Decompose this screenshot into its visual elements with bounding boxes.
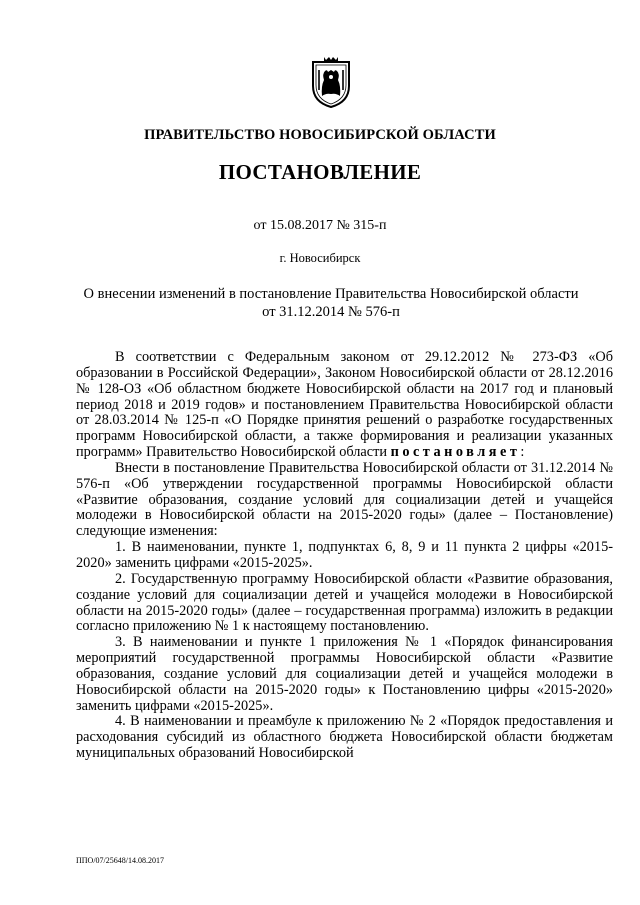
document-footer-code: ППО/07/25648/14.08.2017 — [76, 856, 164, 865]
item-paragraph-4: 4. В наименовании и преамбуле к приложению № 2 «Порядок предоставления и расходования субсидий из областного бюджета Новосибирской области бюджетам муниципальных образований Новосибирской — [76, 713, 613, 762]
document-city: г. Новосибирск — [279, 251, 361, 265]
document-type: ПОСТАНОВЛЕНИЕ — [218, 160, 422, 184]
item-paragraph-2: 2. Государственную программу Новосибирской области «Развитие образования, создание условий для социализации детей и учащейся молодежи в Новосибирской области на 2015-2020 годы» (далее – государственная программа) изложить в редакции согласно приложению № 1 к настоящему постановлению. — [76, 570, 613, 635]
document-date-number: от 15.08.2017 № 315-п — [253, 218, 387, 233]
subject-line-1: О внесении изменений в постановление Правительства Новосибирской области — [83, 286, 579, 302]
item-paragraph-1: 1. В наименовании, пункте 1, подпунктах 6, 8, 9 и 11 пункта 2 цифры «2015-2020» заменить цифрами «2015-2025». — [76, 539, 613, 571]
preamble-text: В соответствии с Федеральным законом от 29.12.2012 № 273-ФЗ «Об образовании в Российской Федерации», Законом Новосибирской области от 28.12.2016 № 128-ОЗ «Об областном бюджете Новосибирской области на 2017 год и плановый период 2018 и 2019 годов» и постановлением Правительства Новосибирской области от 28.03.2014 № 125-п «О Порядке принятия решений о разработке государственных программ Новосибирской области, а также формирования и реализации указанных программ» Правительство Новосибирской области — [76, 349, 613, 461]
preamble-paragraph — [76, 350, 613, 461]
item-paragraph-3: 3. В наименовании и пункте 1 приложения № 1 «Порядок финансирования мероприятий государственной программы Новосибирской области «Развитие образования, создание условий для социализации детей и учащейся молодежи в Новосибирской области на 2015-2020 годы» к Постановлению цифры «2015-2020» заменить цифрами «2015-2025». — [76, 634, 613, 714]
document-body — [76, 350, 613, 762]
resolves-word: постановляет — [390, 444, 521, 461]
document-subject — [60, 285, 602, 321]
organization-title: ПРАВИТЕЛЬСТВО НОВОСИБИРСКОЙ ОБЛАСТИ — [144, 127, 496, 143]
intro-paragraph: Внести в постановление Правительства Новосибирской области от 31.12.2014 № 576-п «Об утверждении государственной программы Новосибирской области «Развитие образования, создание условий для социализации детей и учащейся молодежи в Новосибирской области на 2015-2020 годы» (далее – Постановление) следующие изменения: — [76, 459, 613, 540]
resolves-colon: : — [520, 444, 525, 461]
coat-of-arms-icon — [311, 56, 351, 108]
subject-line-2: от 31.12.2014 № 576-п — [262, 304, 400, 320]
